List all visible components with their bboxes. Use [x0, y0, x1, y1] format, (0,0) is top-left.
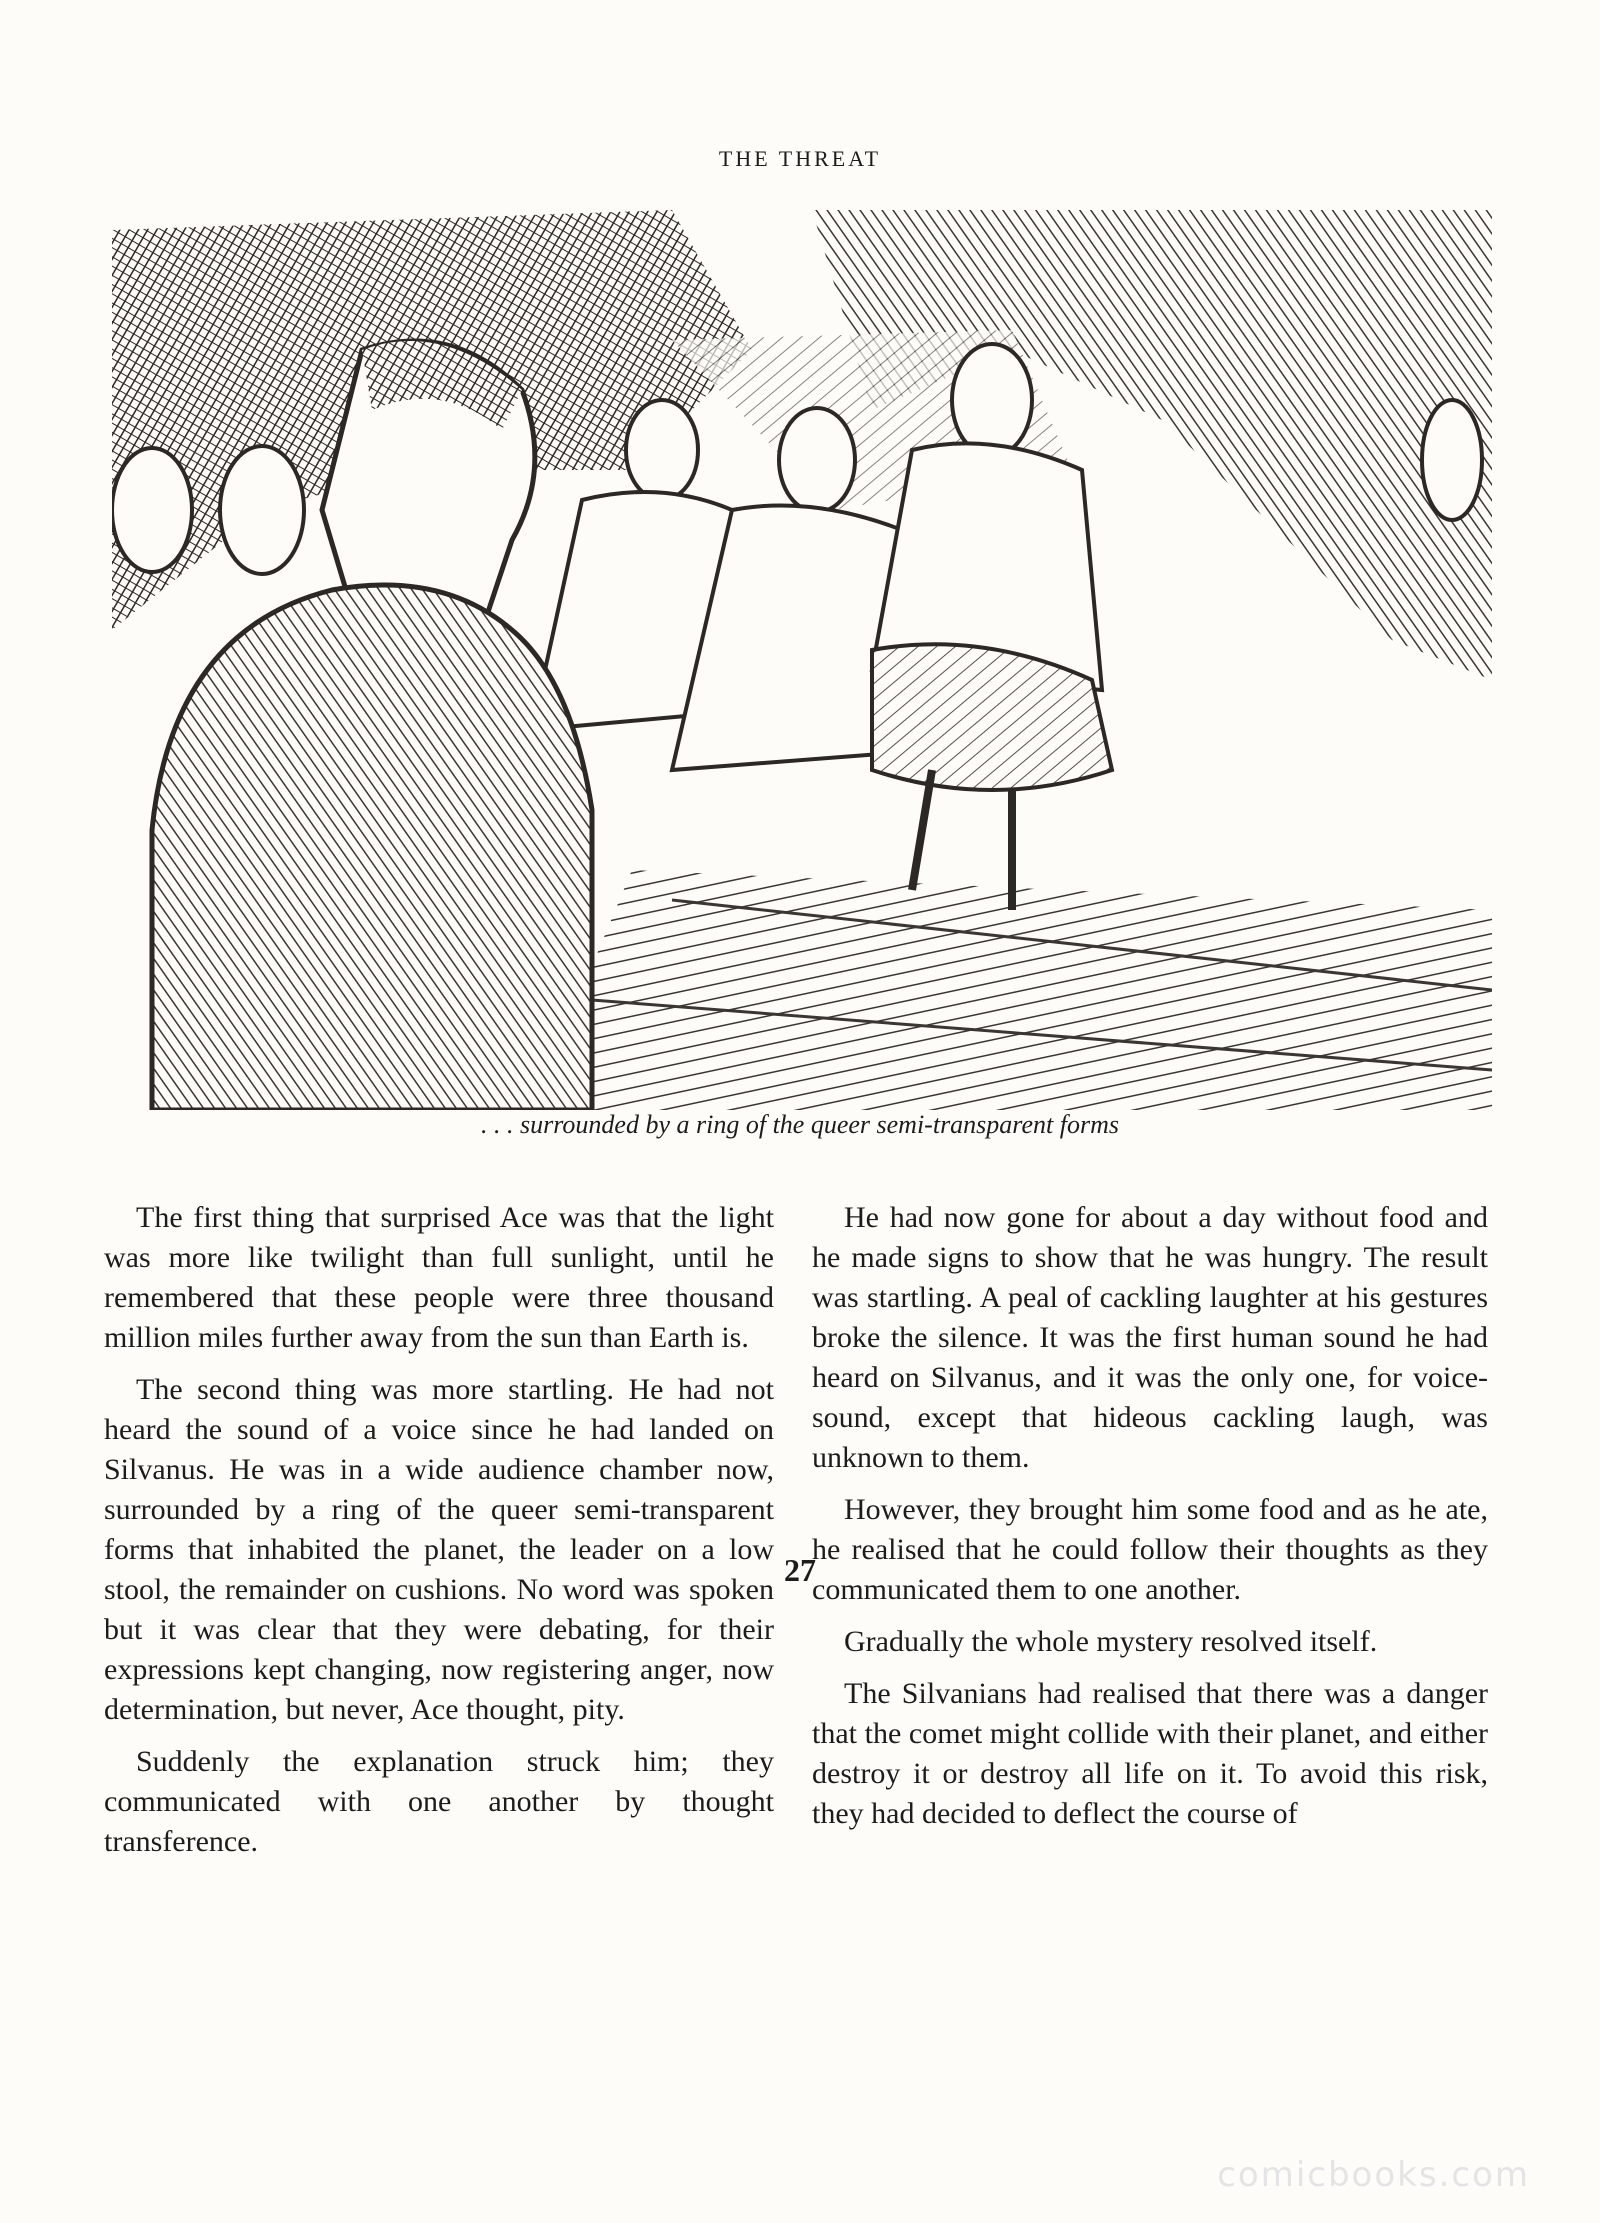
paragraph: The first thing that surprised Ace was that the light was more like twilight than full sunlight, until he remembered that these people were three thousand million miles further away from the sun than Earth is. — [104, 1201, 774, 1354]
paragraph: He had now gone for about a day without food and he made signs to show that he was hungry. The result was startling. A peal of cackling laughter at his gestures broke the silence. It was the first human sound he had heard on Silvanus, and it was the only one, for voice-sound, except that hideous cackling laugh, was unknown to them. — [812, 1201, 1488, 1474]
text-column-right — [812, 1198, 1488, 1846]
paragraph: The second thing was more startling. He had not heard the sound of a voice since he had landed on Silvanus. He was in a wide audience chamber now, surrounded by a ring of the queer semi-transparent forms that inhabited the planet, the leader on a low stool, the remainder on cushions. No word was spoken but it was clear that they were debating, for their expressions kept changing, now registering anger, now determination, but never, Ace thought, pity. — [104, 1373, 774, 1726]
text-column-left — [104, 1198, 774, 1874]
paragraph: However, they brought him some food and as he ate, he realised that he could follow their thoughts as they communicated them to one another. — [812, 1493, 1488, 1606]
illustration — [112, 210, 1492, 1110]
paragraph: The Silvanians had realised that there was a danger that the comet might collide with their planet, and either destroy it or destroy all life on it. To avoid this risk, they had decided to deflect the course of — [812, 1677, 1488, 1830]
running-head: THE THREAT — [718, 146, 882, 171]
paragraph: Gradually the whole mystery resolved itself. — [844, 1625, 1378, 1658]
illustration-icon — [112, 210, 1492, 1110]
illustration-caption: . . . surrounded by a ring of the queer semi-transparent forms — [481, 1110, 1119, 1139]
page-number: 27 — [784, 1552, 816, 1588]
paragraph: Suddenly the explanation struck him; they communicated with one another by thought transference. — [104, 1745, 774, 1858]
watermark: comicbooks.com — [1217, 2155, 1530, 2195]
